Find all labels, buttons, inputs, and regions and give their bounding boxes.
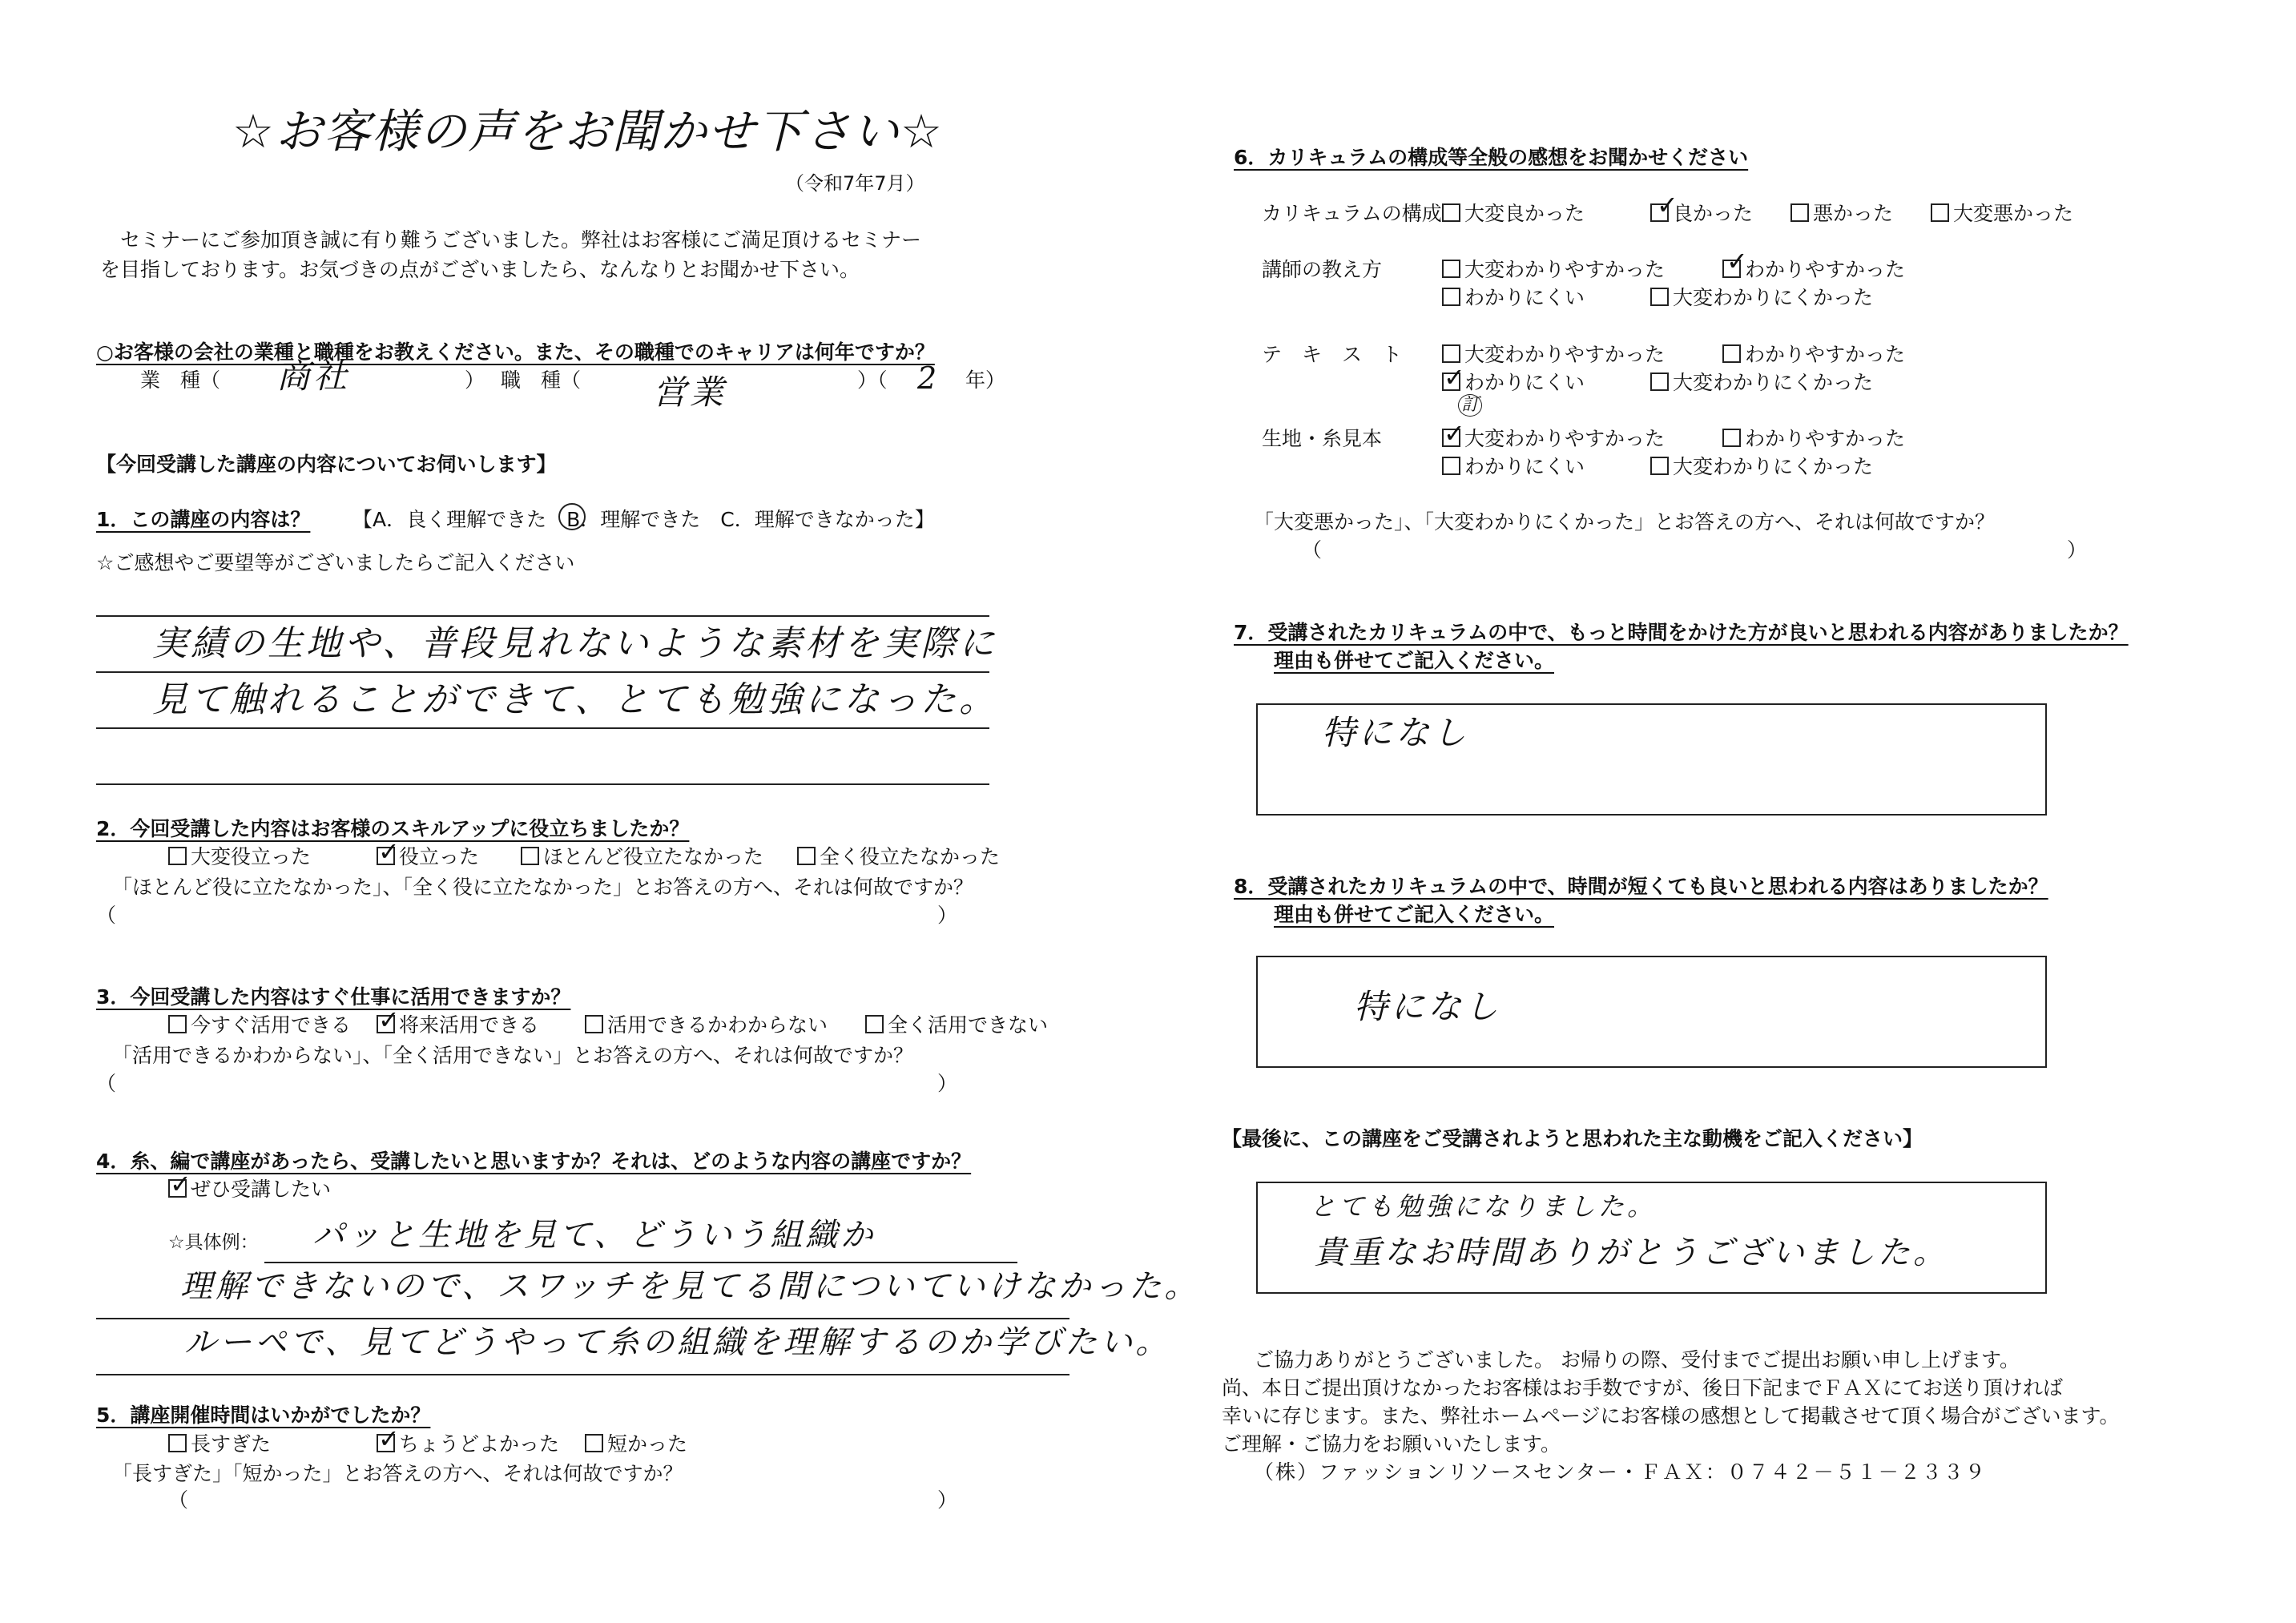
industry-label: 業 種（ [140,368,221,392]
q6-row-3-opt-3[interactable]: わかりにくい [1442,371,1585,395]
q5-option-3[interactable]: 短かった [585,1432,687,1456]
section-heading: 【今回受講した講座の内容についてお伺いします】 [96,453,557,476]
q6-row-3-opt-2[interactable]: わかりやすかった [1722,343,1905,367]
q6-followup: 「大変悪かった」、「大変わかりにくかった」とお答えの方へ、それは何故ですか？ [1254,510,1996,534]
q4-answer-line-1[interactable]: パッと生地を見て、どういう組織か [312,1217,876,1254]
q4-answer-line-3[interactable]: ルーペで、見てどうやって糸の組織を理解するのか学びたい。 [184,1324,1171,1361]
closing-line-1: ご協力ありがとうございました。 お帰りの際、受付までご提出お願い申し上げます。 [1254,1348,2020,1371]
contact-line: （株）ファッションリソースセンター・ＦＡＸ：０７４２－５１－２３３９ [1254,1460,1987,1484]
q8-sub: 理由も併せてご記入ください。 [1274,903,1555,926]
q6-row-1-check-mark: ✓ [1657,190,1678,220]
q3-option-4[interactable]: 全く活用できない [865,1013,1048,1037]
q6-label: 6．カリキュラムの構成等全般の感想をお聞かせください [1234,146,1749,169]
industry-answer[interactable]: 商社 [276,356,351,396]
q6-row-3-opt-1[interactable]: 大変わかりやすかった [1442,343,1665,367]
q6-row-4-opt-3[interactable]: わかりにくい [1442,455,1585,479]
q5-label: 5．講座開催時間はいかがでしたか？ [96,1404,431,1427]
motive-answer-line-1[interactable]: とても勉強になりました。 [1310,1191,1657,1222]
q6-row-1-name: カリキュラムの構成 [1262,202,1442,225]
q7-answer[interactable]: 特になし [1322,713,1470,752]
q8-label: 8．受講されたカリキュラムの中で、時間が短くても良いと思われる内容はありましたか？ [1234,875,2048,898]
q6-row-2-opt-1[interactable]: 大変わかりやすかった [1442,258,1665,282]
q6-row-2-name: 講師の教え方 [1262,258,1383,281]
intro-line-2: を目指しております。お気づきの点がございましたら、なんなりとお聞かせ下さい。 [100,258,860,281]
q4-example-label: ☆具体例： [168,1232,259,1253]
q2-option-4[interactable]: 全く役立たなかった [797,845,1000,869]
q7-label: 7．受講されたカリキュラムの中で、もっと時間をかけた方が良いと思われる内容がありましたか？ [1234,621,2129,644]
q5-option-2[interactable]: ちょうどよかった [377,1432,559,1456]
q6-row-4-check-mark: ✓ [1444,418,1465,449]
q2-followup: 「ほとんど役に立たなかった」、「全く役に立たなかった」とお答えの方へ、それは何故ですか？ [112,876,974,899]
q4-option[interactable]: ぜひ受講したい [168,1178,331,1202]
q2-check-mark: ✓ [378,836,400,867]
q3-followup: 「活用できるかわからない」、「全く活用できない」とお答えの方へ、それは何故ですか？ [112,1044,914,1067]
q2-label: 2．今回受講した内容はお客様のスキルアップに役立ちましたか？ [96,817,690,840]
q6-row-2-opt-4[interactable]: 大変わかりにくかった [1650,286,1873,310]
job-label: 職 種（ [501,368,582,392]
q4-rule-2 [96,1318,1069,1319]
q6-row-3-check-mark: ✓ [1444,362,1465,393]
survey-date: （令和7年7月） [785,172,925,195]
q1-rule-2 [96,671,989,673]
q5-option-1[interactable]: 長すぎた [168,1432,271,1456]
q3-option-2[interactable]: 将来活用できる [377,1013,539,1037]
q2-paren-close: ） [937,904,958,927]
q1-rule-4 [96,783,989,785]
career-question: ○お客様の会社の業種と職種をお教えください。また、その職種でのキャリアは何年ですか？ [96,340,935,364]
q1-options: 【A．良く理解できた B．理解できた C．理解できなかった】 [352,508,935,531]
q1-label: 1．この講座の内容は？ [96,508,311,531]
years-answer[interactable]: 2 [917,360,941,396]
q6-paren-close: ） [2067,538,2088,562]
q6-row-1-opt-3[interactable]: 悪かった [1790,202,1893,226]
intro-line-1: セミナーにご参加頂き誠に有り難うございました。弊社はお客様にご満足頂けるセミナー [100,228,922,252]
q2-paren-open: （ [96,904,117,927]
q5-check-mark: ✓ [378,1424,400,1454]
q4-rule-3 [96,1374,1069,1375]
q8-answer[interactable]: 特になし [1354,987,1502,1026]
q6-row-4-opt-4[interactable]: 大変わかりにくかった [1650,455,1873,479]
q5-paren-close: ） [937,1488,958,1512]
q5-followup: 「長すぎた」「短かった」とお答えの方へ、それは何故ですか？ [112,1462,683,1485]
q3-paren-open: （ [96,1072,117,1095]
q4-check-mark: ✓ [170,1169,191,1199]
q3-option-3[interactable]: 活用できるかわからない [585,1013,828,1037]
q6-correction-mark: 訂 [1458,394,1482,417]
q6-paren-open: （ [1302,538,1323,562]
job-answer[interactable]: 営業 [653,373,727,412]
q1-circle-mark[interactable] [558,503,586,530]
q6-row-2-opt-3[interactable]: わかりにくい [1442,286,1585,310]
q6-row-3-name: テ キ ス ト [1262,343,1403,366]
closing-line-3: 幸いに存じます。また、弊社ホームページにお客様の感想として掲載させて頂く場合がございます。 [1222,1404,2120,1428]
q1-answer-line-2[interactable]: 見て触れることができて、とても勉強になった。 [152,679,998,720]
q1-rule-1 [96,615,989,617]
q7-sub: 理由も併せてご記入ください。 [1274,649,1555,672]
q6-row-4-name: 生地・糸見本 [1262,427,1383,450]
q3-paren-close: ） [937,1072,958,1095]
q6-row-1-opt-2[interactable]: 良かった [1650,202,1753,226]
q6-row-4-opt-2[interactable]: わかりやすかった [1722,427,1905,451]
q6-row-1-opt-4[interactable]: 大変悪かった [1931,202,2073,226]
q4-rule-1 [264,1262,1017,1263]
q6-row-1-opt-1[interactable]: 大変良かった [1442,202,1585,226]
q6-row-3-opt-4[interactable]: 大変わかりにくかった [1650,371,1873,395]
motive-answer-line-2[interactable]: 貴重なお時間ありがとうございました。 [1314,1234,1948,1271]
years-unit: 年） [965,368,1006,392]
industry-close: ） [465,368,485,392]
q2-option-1[interactable]: 大変役立った [168,845,311,869]
closing-line-4: ご理解・ご協力をお願いいたします。 [1222,1432,1561,1456]
q6-row-2-opt-2[interactable]: わかりやすかった [1722,258,1905,282]
q1-answer-line-1[interactable]: 実績の生地や、普段見れないような素材を実際に [152,623,998,664]
q3-label: 3．今回受講した内容はすぐ仕事に活用できますか？ [96,985,571,1009]
job-close: ）（ [857,368,888,392]
q1-comment-prompt: ☆ご感想やご要望等がございましたらご記入ください [96,551,575,574]
closing-line-2: 尚、本日ご提出頂けなかったお客様はお手数ですが、後日下記までＦＡＸにてお送り頂ければ [1222,1376,2064,1399]
q6-row-2-check-mark: ✓ [1726,246,1748,276]
q5-paren-open: （ [168,1488,189,1512]
motive-label: 【最後に、この講座をご受講されようと思われた主な動機をご記入ください】 [1222,1127,1923,1150]
q2-option-2[interactable]: 役立った [377,845,479,869]
q1-rule-3 [96,727,989,729]
q3-check-mark: ✓ [378,1005,400,1035]
q2-option-3[interactable]: ほとんど役立たなかった [521,845,763,869]
page-title: ☆お客様の声をお聞かせ下さい☆ [232,104,944,159]
q3-option-1[interactable]: 今すぐ活用できる [168,1013,351,1037]
q4-answer-line-2[interactable]: 理解できないので、スワッチを見てる間についていけなかった。 [180,1268,1200,1305]
q4-label: 4．糸、編で講座があったら、受講したいと思いますか？それは、どのような内容の講座ですか？ [96,1150,972,1173]
q6-row-4-opt-1[interactable]: 大変わかりやすかった [1442,427,1665,451]
